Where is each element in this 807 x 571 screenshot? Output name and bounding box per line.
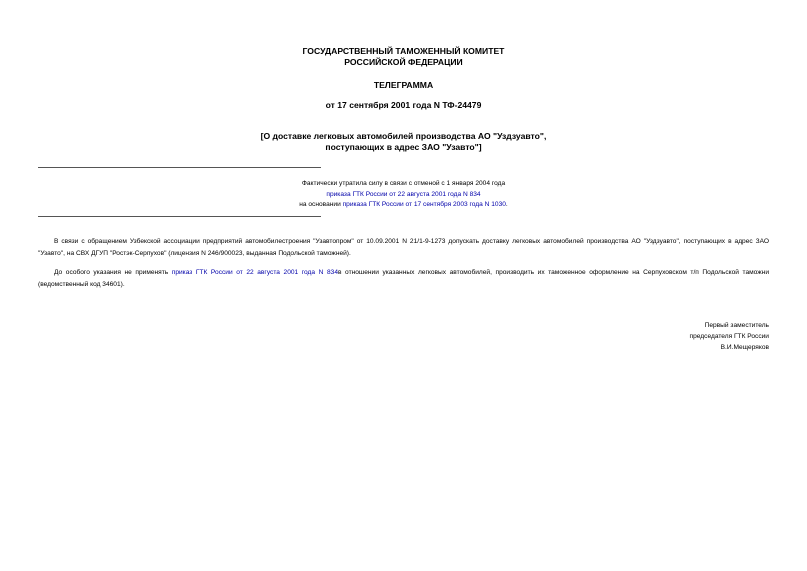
body-paragraph-1: В связи с обращением Узбекской ассоциации предприятий автомобилестроения "Узавтопром" от 10.09.2001 N 21/1-9-1273 допускать доставку легковых автомобилей производства АО "Уздзуавто", поступающих в адрес ЗАО "Узавто", на СВХ ДГУП "Ростэк-Серпухов" (лицензия N 246/900023, выданная Подольской таможней). [38,238,769,257]
status-note-line-2 [0,190,807,201]
agency-line-1: ГОСУДАРСТВЕННЫЙ ТАМОЖЕННЫЙ КОМИТЕТ [302,46,505,56]
status-note [0,179,807,211]
basis-order-link[interactable]: приказа ГТК России от 17 сентября 2003 года N 1030 [342,201,506,208]
signature-block [690,320,769,353]
agency-name [0,46,807,68]
body-paragraph-2 [38,267,769,291]
repealed-order-link[interactable]: приказа ГТК России от 22 августа 2001 года N 834 [326,190,481,198]
status-note-line-1: Фактически утратила силу в связи с отменой с 1 января 2004 года [301,180,506,187]
signatory-position-line-2: председателя ГТК России [689,333,769,340]
status-note-line-3 [0,200,807,211]
document-date: от 17 сентября 2001 года N ТФ-24479 [325,100,482,110]
agency-line-2: РОССИЙСКОЙ ФЕДЕРАЦИИ [344,57,463,67]
status-note-prefix: на основании [299,201,343,208]
title-line-2: поступающих в адрес ЗАО "Узавто"] [325,142,482,152]
document-title [0,131,807,153]
divider-bottom [38,216,321,217]
status-note-suffix: . [505,201,508,208]
title-line-1: [О доставке легковых автомобилей производства АО "Уздзуавто", [260,131,547,141]
signatory-position-line-1: Первый заместитель [704,322,769,329]
signatory-name: В.И.Мещеряков [720,344,769,351]
paragraph-2-prefix: До особого указания не применять [54,269,172,276]
document-type: ТЕЛЕГРАММА [373,80,434,90]
order-834-link[interactable]: приказ ГТК России от 22 августа 2001 года N 834 [171,269,338,276]
divider-top [38,167,321,168]
paragraph-2-suffix: в отношении указанных легковых автомобилей, производить их таможенное оформление на Серпуховском т/п Подольской таможни (ведомственный код 34601). [38,269,769,288]
